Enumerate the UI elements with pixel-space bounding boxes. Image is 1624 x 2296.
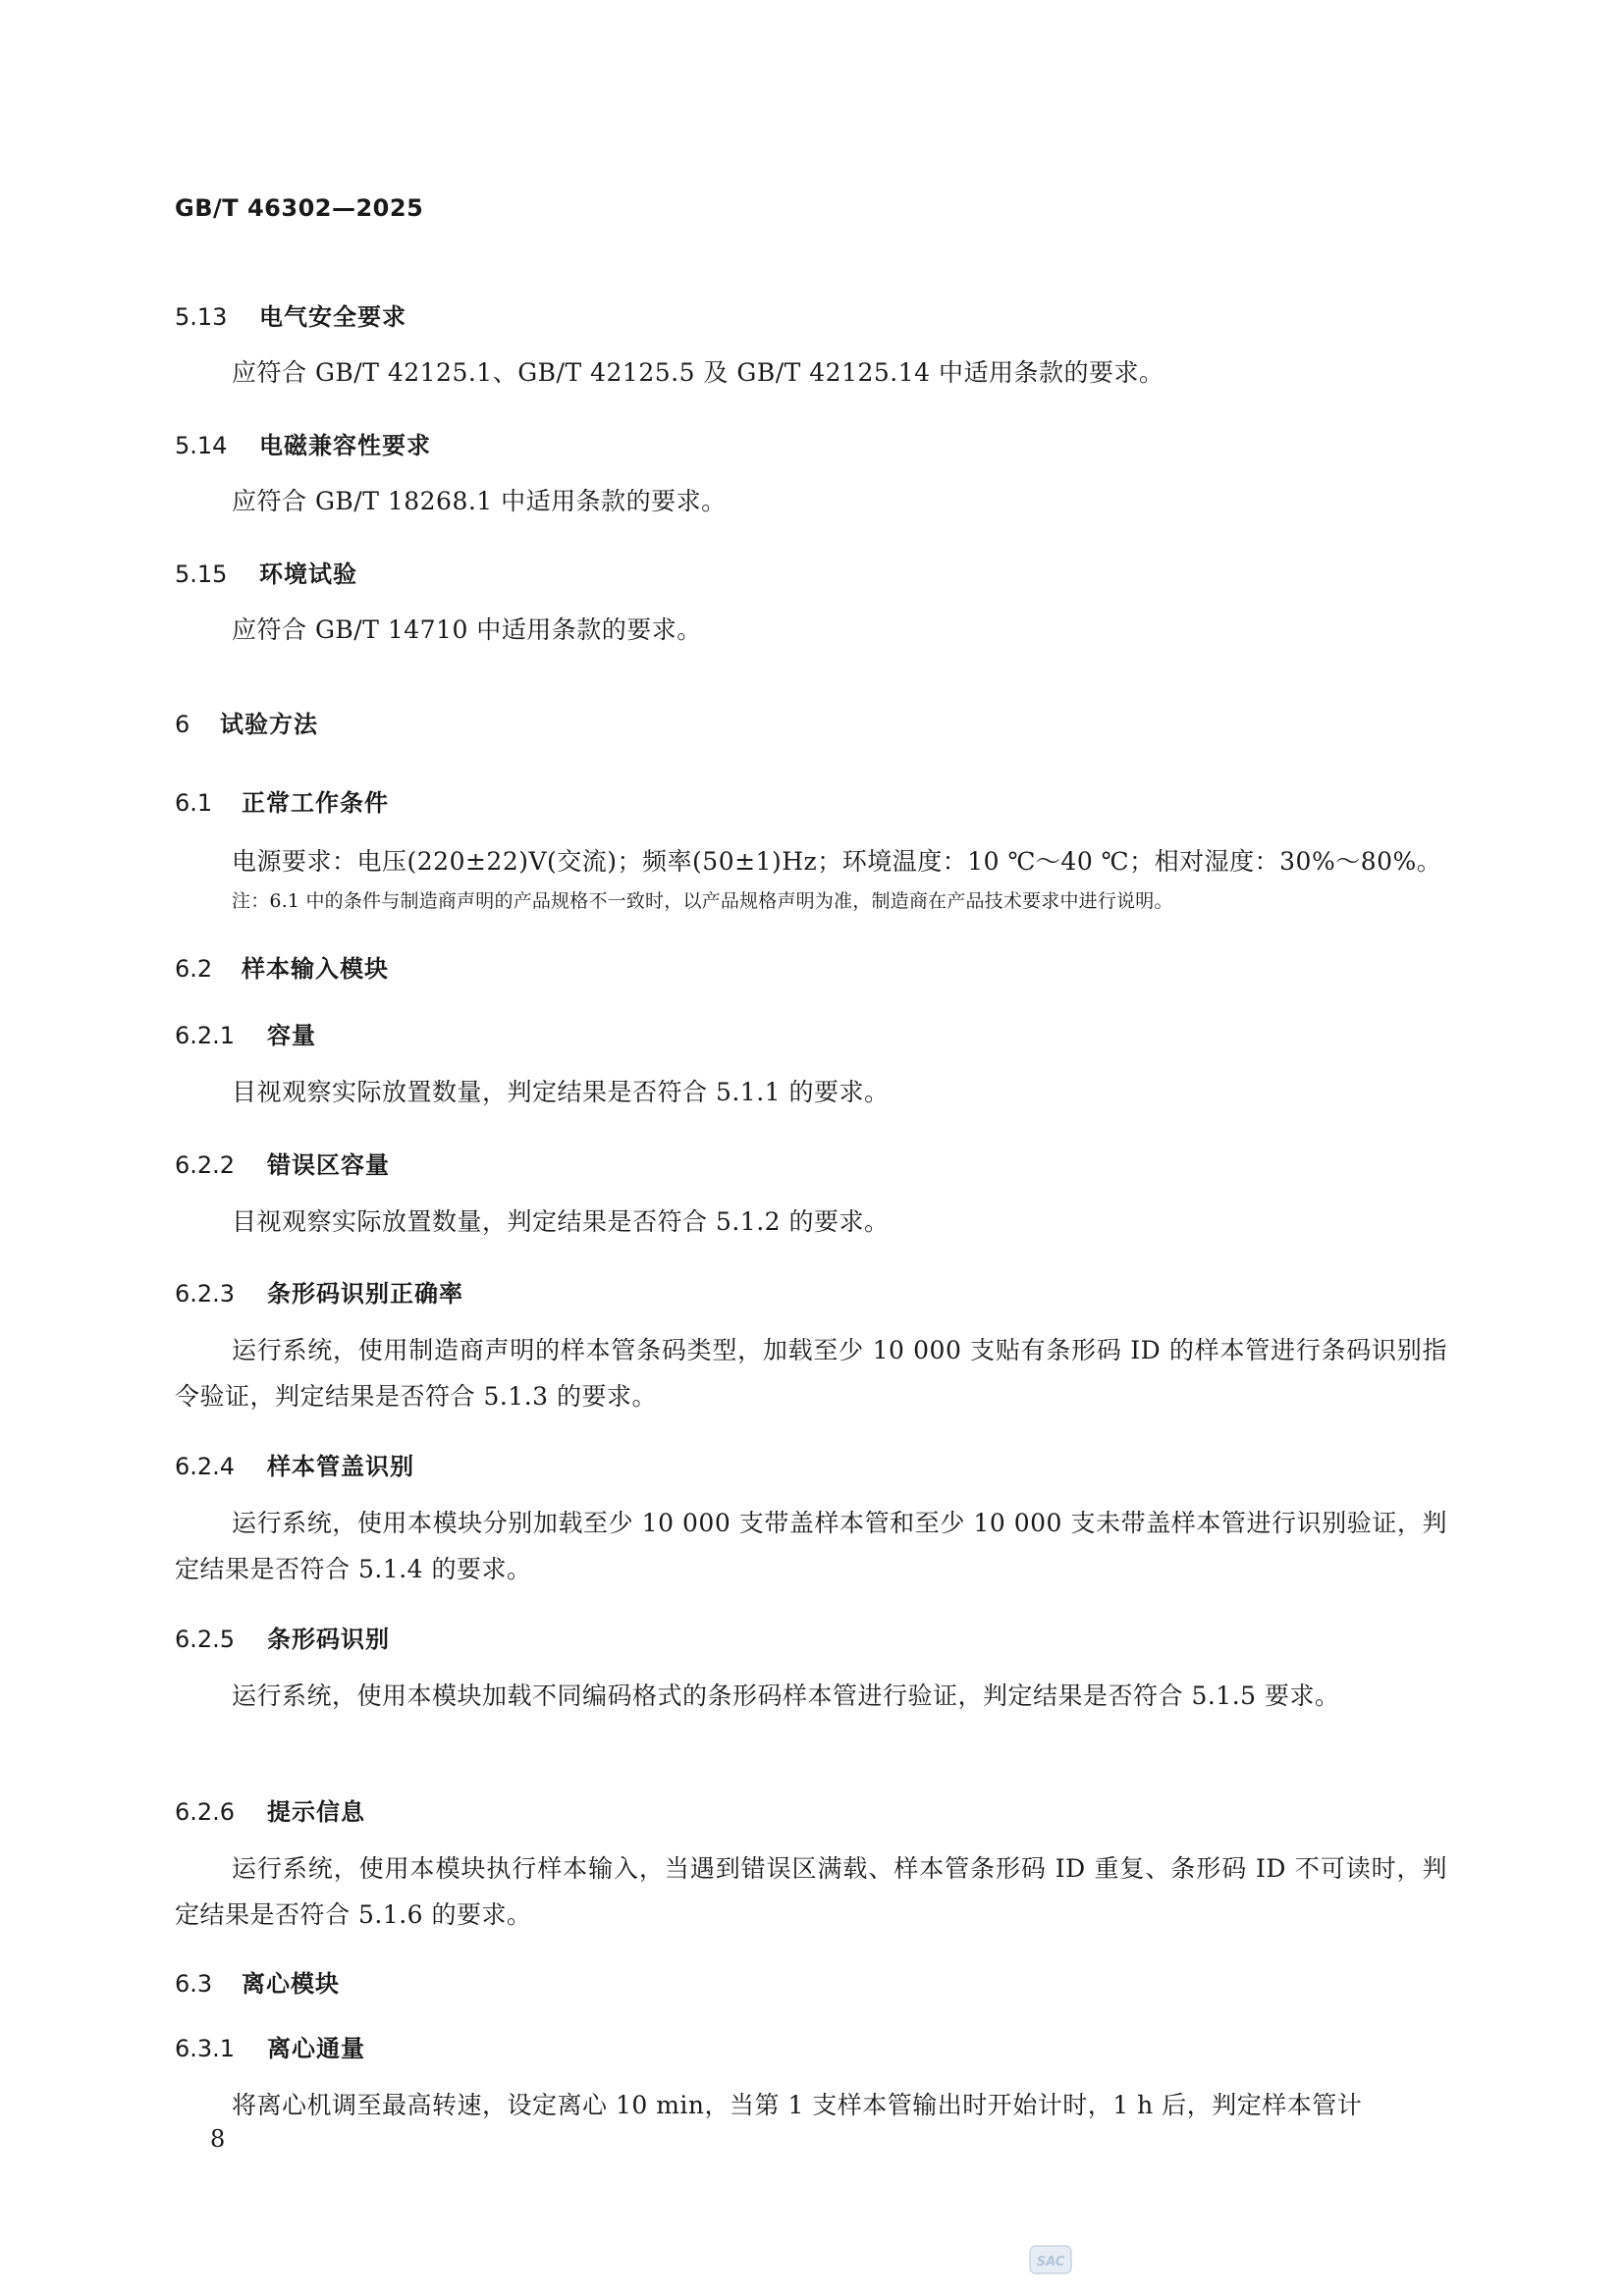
section-number: 5.15	[175, 561, 228, 588]
standard-number: GB/T 46302—2025	[175, 194, 424, 222]
chapter-number: 6	[175, 711, 190, 738]
section-title: 容量	[267, 1022, 316, 1049]
section-number: 6.2.2	[175, 1151, 236, 1179]
section-text-6-2-4: 运行系统，使用本模块分别加载至少 10 000 支带盖样本管和至少 10 000 支未带盖样本管进行识别验证，判定结果是否符合 5.1.4 的要求。	[175, 1509, 1447, 1583]
section-title: 条形码识别正确率	[267, 1280, 463, 1308]
section-text-6-2-1: 目视观察实际放置数量，判定结果是否符合 5.1.1 的要求。	[232, 1078, 890, 1106]
section-heading-6-2-5	[175, 1620, 390, 1654]
section-text-5-13: 应符合 GB/T 42125.1、GB/T 42125.5 及 GB/T 42125.14 中适用条款的要求。	[232, 358, 1164, 387]
section-title: 电气安全要求	[259, 303, 406, 331]
chapter-title: 试验方法	[220, 711, 318, 738]
section-heading-6-2-2	[175, 1146, 390, 1180]
section-title: 离心模块	[242, 1970, 340, 1998]
section-number: 6.3	[175, 1970, 213, 1998]
svg-text:SAC: SAC	[1036, 2255, 1065, 2269]
section-number: 5.13	[175, 303, 228, 331]
section-heading-6-3	[175, 1964, 340, 1999]
section-title: 离心通量	[267, 2035, 365, 2062]
section-title: 提示信息	[267, 1798, 365, 1826]
section-number: 6.2.3	[175, 1280, 236, 1308]
page-number: 8	[210, 2125, 226, 2153]
section-heading-6-2-6	[175, 1792, 365, 1827]
section-text-6-2-5: 运行系统，使用本模块加载不同编码格式的条形码样本管进行验证，判定结果是否符合 5.1.5 要求。	[232, 1682, 1340, 1710]
section-heading-5-14	[175, 426, 431, 460]
section-text-6-2-6: 运行系统，使用本模块执行样本输入，当遇到错误区满载、样本管条形码 ID 重复、条形码 ID 不可读时，判定结果是否符合 5.1.6 的要求。	[175, 1854, 1447, 1929]
section-title: 样本输入模块	[242, 955, 389, 983]
section-number: 6.2	[175, 955, 213, 983]
section-number: 6.2.4	[175, 1453, 236, 1480]
section-title: 环境试验	[259, 561, 357, 588]
section-heading-6-3-1	[175, 2029, 365, 2063]
section-heading-5-13	[175, 297, 406, 332]
section-title: 条形码识别	[267, 1626, 390, 1653]
section-text-6-3-1: 将离心机调至最高转速，设定离心 10 min，当第 1 支样本管输出时开始计时，1 h 后，判定样本管计	[232, 2091, 1363, 2119]
chapter-heading-6	[175, 705, 318, 739]
section-number: 6.3.1	[175, 2035, 236, 2062]
section-number: 6.2.6	[175, 1798, 236, 1826]
note-6-1: 注：6.1 中的条件与制造商声明的产品规格不一致时，以产品规格声明为准，制造商在产品技术要求中进行说明。	[232, 890, 1173, 912]
section-title: 样本管盖识别	[267, 1453, 414, 1480]
section-text-6-2-3: 运行系统，使用制造商声明的样本管条码类型，加载至少 10 000 支贴有条形码 ID 的样本管进行条码识别指令验证，判定结果是否符合 5.1.3 的要求。	[175, 1336, 1447, 1411]
section-text-5-15: 应符合 GB/T 14710 中适用条款的要求。	[232, 615, 702, 644]
section-number: 6.1	[175, 789, 213, 817]
section-heading-6-2	[175, 949, 389, 984]
section-text-6-1: 电源要求：电压(220±22)V(交流)；频率(50±1)Hz；环境温度：10 ℃～40 ℃；相对湿度：30%～80%。	[232, 847, 1442, 876]
section-title: 错误区容量	[267, 1151, 390, 1179]
section-heading-6-2-4	[175, 1447, 414, 1481]
section-heading-5-15	[175, 555, 357, 589]
section-number: 5.14	[175, 432, 228, 459]
section-heading-6-2-3	[175, 1274, 463, 1308]
section-heading-6-2-1	[175, 1016, 316, 1050]
sac-watermark-logo	[1029, 2245, 1072, 2274]
section-title: 电磁兼容性要求	[259, 432, 431, 459]
section-text-6-2-2: 目视观察实际放置数量，判定结果是否符合 5.1.2 的要求。	[232, 1207, 890, 1236]
section-heading-6-1	[175, 783, 389, 818]
section-text-5-14: 应符合 GB/T 18268.1 中适用条款的要求。	[232, 487, 727, 515]
section-number: 6.2.5	[175, 1626, 236, 1653]
section-number: 6.2.1	[175, 1022, 236, 1049]
section-title: 正常工作条件	[242, 789, 389, 817]
